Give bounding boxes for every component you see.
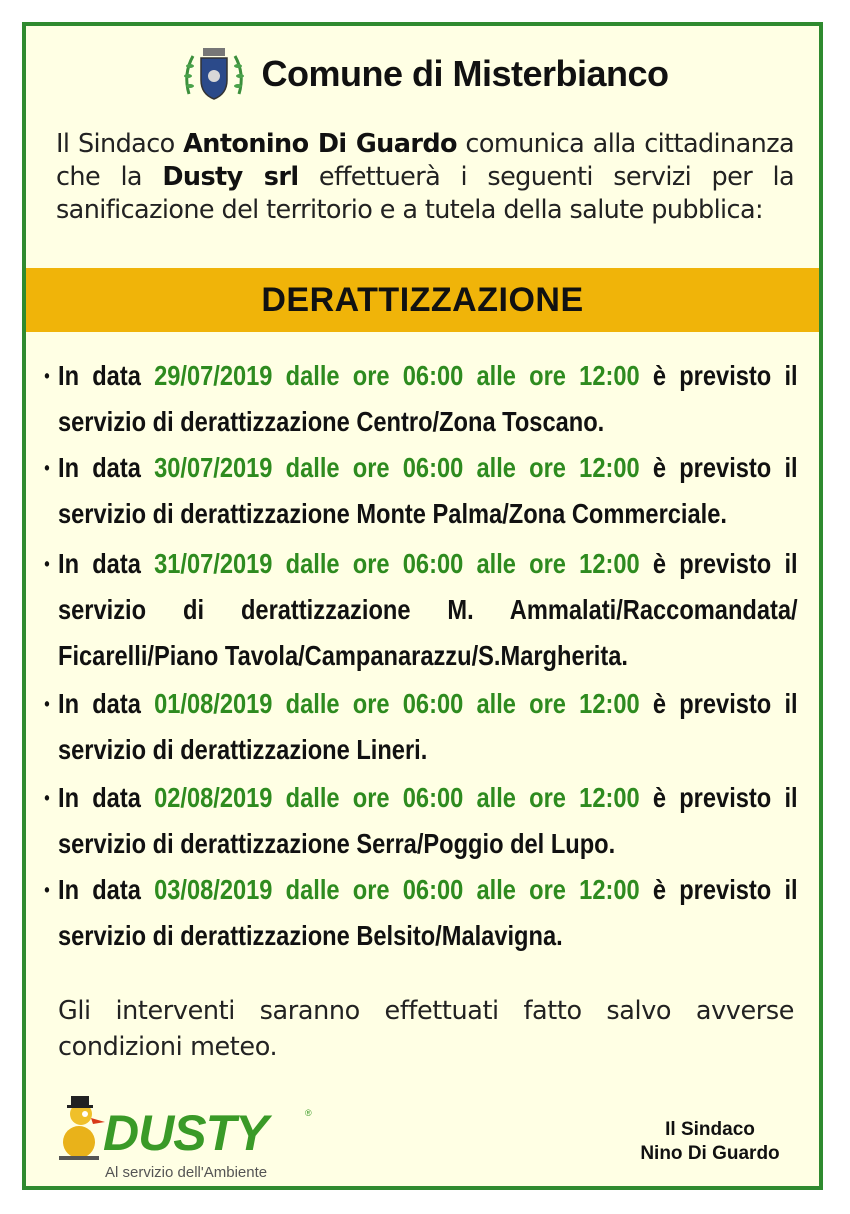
item-datetime: 03/08/2019 dalle ore 06:00 alle ore 12:00	[154, 874, 640, 905]
bullet-icon: •	[44, 880, 50, 900]
signature-block	[600, 1118, 820, 1166]
page-title: Comune di Misterbianco	[261, 53, 669, 94]
item-lead: In data	[58, 874, 155, 905]
signature-name: Nino Di Guardo	[640, 1143, 780, 1164]
registered-mark: ®	[305, 1108, 312, 1118]
item-description: è previsto il servizio di derattizzazione Monte Palma/Zona Commerciale.	[58, 452, 798, 529]
item-datetime: 01/08/2019 dalle ore 06:00 alle ore 12:00	[154, 688, 640, 719]
logo-wordmark: DUSTY	[103, 1105, 268, 1161]
intro-paragraph	[56, 128, 794, 227]
service-banner	[26, 268, 819, 332]
bullet-icon: •	[44, 554, 50, 574]
company-name: Dusty srl	[162, 162, 299, 192]
bullet-icon: •	[44, 366, 50, 386]
item-lead: In data	[58, 360, 155, 391]
dusty-logo	[55, 1090, 315, 1186]
item-lead: In data	[58, 452, 155, 483]
intro-text-1: Il Sindaco	[56, 129, 184, 159]
item-description: è previsto il servizio di derattizzazione Centro/Zona Toscano.	[58, 360, 798, 437]
item-datetime: 30/07/2019 dalle ore 06:00 alle ore 12:00	[154, 452, 640, 483]
schedule-item	[44, 541, 798, 679]
item-lead: In data	[58, 548, 155, 579]
bullet-icon: •	[44, 458, 50, 478]
item-lead: In data	[58, 688, 155, 719]
item-description: è previsto il servizio di derattizzazione Serra/Poggio del Lupo.	[58, 782, 798, 859]
schedule-item	[44, 775, 798, 867]
signature-role: Il Sindaco	[665, 1119, 755, 1140]
item-description: è previsto il servizio di derattizzazione M. Ammalati/Raccomandata/ Ficarelli/Piano Tavola/Campanarazzu/S.Margherita.	[58, 548, 798, 671]
item-description: è previsto il servizio di derattizzazione Lineri.	[58, 688, 798, 765]
header	[0, 44, 850, 104]
logo-tagline: Al servizio dell'Ambiente	[105, 1164, 268, 1181]
bullet-icon: •	[44, 788, 50, 808]
closing-note: Gli interventi saranno effettuati fatto salvo avverse condizioni meteo.	[58, 996, 794, 1062]
mayor-name: Antonino Di Guardo	[183, 129, 457, 159]
schedule-item	[44, 867, 798, 959]
item-datetime: 02/08/2019 dalle ore 06:00 alle ore 12:00	[154, 782, 640, 813]
schedule-item	[44, 353, 798, 445]
item-datetime: 31/07/2019 dalle ore 06:00 alle ore 12:00	[154, 548, 640, 579]
item-datetime: 29/07/2019 dalle ore 06:00 alle ore 12:00	[154, 360, 640, 391]
schedule-item	[44, 445, 798, 537]
item-lead: In data	[58, 782, 155, 813]
schedule-list	[26, 345, 819, 973]
bullet-icon: •	[44, 694, 50, 714]
intro-text-3: effettuerà i seguenti servizi per la sanificazione del territorio e a tutela della salute pubblica:	[56, 162, 794, 225]
schedule-item	[44, 681, 798, 773]
municipal-crest-icon	[181, 44, 247, 104]
item-description: è previsto il servizio di derattizzazione Belsito/Malavigna.	[58, 874, 798, 951]
service-title: DERATTIZZAZIONE	[261, 280, 584, 319]
intro-text-2: comunica alla cittadinanza che la	[56, 129, 794, 192]
